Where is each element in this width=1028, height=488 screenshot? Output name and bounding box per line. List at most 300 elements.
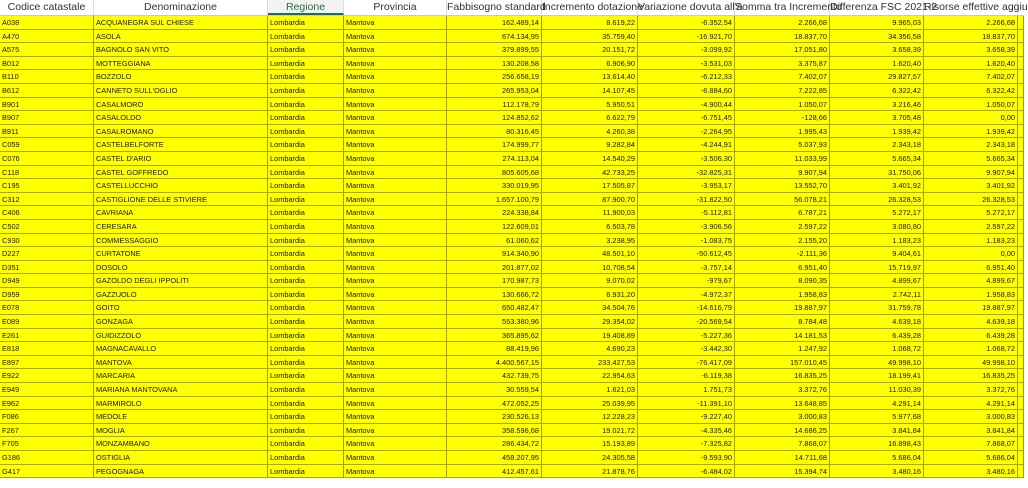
table-cell[interactable]: 5.272,17 [830,206,924,220]
table-cell[interactable]: 432.739,75 [447,369,542,383]
table-cell[interactable]: 9.965,03 [830,16,924,30]
table-cell[interactable]: -3.757,14 [638,261,735,275]
table-cell[interactable]: 14.686,25 [735,424,830,438]
table-cell[interactable]: 31.759,78 [830,301,924,315]
table-cell[interactable]: 7.868,07 [735,437,830,451]
table-cell[interactable]: 2.155,20 [735,234,830,248]
table-cell[interactable]: 17.051,80 [735,43,830,57]
column-header[interactable]: Risorse effettive aggiu [924,1,1028,13]
table-cell-empty[interactable] [1018,315,1024,329]
table-cell-empty[interactable] [1018,437,1024,451]
table-cell[interactable]: 1.621,03 [542,383,638,397]
table-cell[interactable]: D227 [0,247,94,261]
table-cell[interactable]: 9.404,61 [830,247,924,261]
table-cell[interactable]: Mantova [344,315,447,329]
table-cell[interactable]: 674.134,95 [447,30,542,44]
table-cell[interactable]: 1.958,83 [924,288,1018,302]
table-cell[interactable]: 10.708,54 [542,261,638,275]
table-cell[interactable]: 8.619,22 [542,16,638,30]
table-cell[interactable]: 11.030,39 [830,383,924,397]
table-cell-empty[interactable] [1018,247,1024,261]
column-header[interactable]: Incremento dotazione [542,1,643,13]
table-cell[interactable]: Lombardia [268,342,344,356]
table-cell[interactable]: A575 [0,43,94,57]
table-cell[interactable]: GAZOLDO DEGLI IPPOLITI [94,274,268,288]
table-cell[interactable]: MARCARIA [94,369,268,383]
table-cell[interactable]: 124.852,62 [447,111,542,125]
table-cell[interactable]: Lombardia [268,329,344,343]
table-cell[interactable]: 1.939,42 [924,125,1018,139]
table-cell[interactable]: B612 [0,84,94,98]
column-header[interactable]: Somma tra Incremento [735,1,842,13]
table-cell-empty[interactable] [1018,57,1024,71]
table-cell[interactable]: -6.751,45 [638,111,735,125]
table-cell[interactable]: Lombardia [268,397,344,411]
table-cell[interactable]: 3.375,87 [735,57,830,71]
table-cell[interactable]: 4.260,38 [542,125,638,139]
table-cell[interactable]: Mantova [344,437,447,451]
table-cell[interactable]: 4.639,18 [830,315,924,329]
table-cell[interactable]: 7.402,07 [735,70,830,84]
table-cell-empty[interactable] [1018,451,1024,465]
table-cell[interactable]: Mantova [344,424,447,438]
table-cell[interactable]: 3.658,39 [924,43,1018,57]
table-cell-empty[interactable] [1018,410,1024,424]
table-cell[interactable]: B907 [0,111,94,125]
table-cell[interactable]: 472.052,25 [447,397,542,411]
table-cell[interactable]: 3.841,84 [924,424,1018,438]
table-cell[interactable]: 230.526,13 [447,410,542,424]
table-cell[interactable]: 1.939,42 [830,125,924,139]
table-cell-empty[interactable] [1018,111,1024,125]
table-cell[interactable]: E922 [0,369,94,383]
table-cell[interactable]: Mantova [344,329,447,343]
table-cell[interactable]: MARIANA MANTOVANA [94,383,268,397]
table-cell[interactable]: Lombardia [268,84,344,98]
table-cell[interactable]: -1.083,75 [638,234,735,248]
table-cell[interactable]: Mantova [344,193,447,207]
table-cell[interactable]: COMMESSAGGIO [94,234,268,248]
table-cell[interactable]: 6.787,21 [735,206,830,220]
table-cell[interactable]: 88.419,96 [447,342,542,356]
table-cell[interactable]: MOTTEGGIANA [94,57,268,71]
table-cell-empty[interactable] [1018,465,1024,479]
table-cell[interactable]: -6.352,54 [638,16,735,30]
table-cell[interactable]: 201.877,02 [447,261,542,275]
table-cell[interactable]: -6.119,38 [638,369,735,383]
table-cell-empty[interactable] [1018,220,1024,234]
table-cell[interactable]: CASTELLUCCHIO [94,179,268,193]
table-cell[interactable]: CASTELBELFORTE [94,138,268,152]
table-cell-empty[interactable] [1018,152,1024,166]
table-cell[interactable]: Lombardia [268,111,344,125]
table-cell[interactable]: 30.559,54 [447,383,542,397]
table-cell[interactable]: Mantova [344,16,447,30]
table-cell[interactable]: Lombardia [268,315,344,329]
table-cell[interactable]: C406 [0,206,94,220]
table-cell[interactable]: Lombardia [268,465,344,479]
table-cell[interactable]: 224.338,84 [447,206,542,220]
table-cell[interactable]: G417 [0,465,94,479]
table-cell[interactable]: C930 [0,234,94,248]
table-cell[interactable]: 130.208,58 [447,57,542,71]
table-cell-empty[interactable] [1018,30,1024,44]
table-cell[interactable]: 1.620,40 [924,57,1018,71]
table-cell[interactable]: Mantova [344,179,447,193]
table-cell[interactable]: 5.665,34 [924,152,1018,166]
table-cell[interactable]: Lombardia [268,247,344,261]
column-header[interactable]: Provincia [344,0,447,15]
table-cell-empty[interactable] [1018,16,1024,30]
table-cell[interactable]: 26.328,53 [830,193,924,207]
table-cell[interactable]: 31.750,06 [830,166,924,180]
table-cell[interactable]: CASTEL GOFFREDO [94,166,268,180]
table-cell[interactable]: 458.207,95 [447,451,542,465]
table-cell[interactable]: CAVRIANA [94,206,268,220]
table-cell[interactable]: 174.999,77 [447,138,542,152]
table-cell[interactable]: 1.247,92 [735,342,830,356]
table-cell[interactable]: 48.501,10 [542,247,638,261]
table-cell[interactable]: -3.506,30 [638,152,735,166]
table-cell[interactable]: 4.291,14 [830,397,924,411]
table-cell[interactable]: 3.658,39 [830,43,924,57]
table-cell[interactable]: 17.505,87 [542,179,638,193]
table-cell-empty[interactable] [1018,301,1024,315]
table-cell[interactable]: Mantova [344,220,447,234]
table-cell[interactable]: 157.010,45 [735,356,830,370]
table-cell[interactable]: 14.107,45 [542,84,638,98]
table-cell[interactable]: 2.343,18 [830,138,924,152]
table-cell[interactable]: 14.540,29 [542,152,638,166]
table-cell[interactable]: CASTIGLIONE DELLE STIVIERE [94,193,268,207]
table-cell[interactable]: 29.354,02 [542,315,638,329]
table-cell[interactable]: Mantova [344,342,447,356]
table-cell[interactable]: 19.887,97 [924,301,1018,315]
table-cell[interactable]: Mantova [344,301,447,315]
table-cell[interactable]: Lombardia [268,179,344,193]
table-cell[interactable]: D351 [0,261,94,275]
table-cell[interactable]: 15.394,74 [735,465,830,479]
table-cell[interactable]: Lombardia [268,437,344,451]
table-cell[interactable]: E949 [0,383,94,397]
table-cell-empty[interactable] [1018,329,1024,343]
column-header[interactable]: Codice catastale [0,0,94,15]
table-cell[interactable]: CASALOLDO [94,111,268,125]
table-cell[interactable]: Mantova [344,274,447,288]
table-cell[interactable]: -31.822,50 [638,193,735,207]
table-cell[interactable]: 21.878,76 [542,465,638,479]
table-cell[interactable]: Mantova [344,234,447,248]
table-cell[interactable]: -4.972,37 [638,288,735,302]
table-cell[interactable]: Mantova [344,356,447,370]
table-cell[interactable]: BOZZOLO [94,70,268,84]
table-cell[interactable]: Lombardia [268,301,344,315]
table-cell[interactable]: 286.434,72 [447,437,542,451]
table-cell[interactable]: -3.531,03 [638,57,735,71]
table-cell-empty[interactable] [1018,383,1024,397]
table-cell[interactable]: F267 [0,424,94,438]
table-cell[interactable]: C059 [0,138,94,152]
table-cell[interactable]: -11.391,10 [638,397,735,411]
table-cell[interactable]: MONZAMBANO [94,437,268,451]
table-cell[interactable]: CURTATONE [94,247,268,261]
table-cell[interactable]: 9.070,02 [542,274,638,288]
table-cell[interactable]: 650.482,47 [447,301,542,315]
table-cell[interactable]: 5.686,04 [830,451,924,465]
table-cell[interactable]: 34.356,58 [830,30,924,44]
table-cell[interactable]: 1.657.100,79 [447,193,542,207]
table-cell[interactable]: 11.900,03 [542,206,638,220]
table-cell[interactable]: C118 [0,166,94,180]
table-cell[interactable]: Lombardia [268,369,344,383]
table-cell[interactable]: 9.282,84 [542,138,638,152]
table-cell[interactable]: GUIDIZZOLO [94,329,268,343]
table-cell[interactable]: Mantova [344,247,447,261]
table-cell[interactable]: Lombardia [268,288,344,302]
table-cell[interactable]: 2.597,22 [924,220,1018,234]
table-cell[interactable]: 6.622,79 [542,111,638,125]
table-cell[interactable]: 22.954,63 [542,369,638,383]
table-cell[interactable]: 18.837,70 [735,30,830,44]
table-cell-empty[interactable] [1018,288,1024,302]
table-cell[interactable]: 49.998,10 [830,356,924,370]
table-cell[interactable]: 8.784,48 [735,315,830,329]
table-cell[interactable]: 265.953,04 [447,84,542,98]
table-cell[interactable]: 3.080,80 [830,220,924,234]
table-cell[interactable]: 11.033,99 [735,152,830,166]
table-cell[interactable]: 20.151,72 [542,43,638,57]
table-cell[interactable]: E962 [0,397,94,411]
table-cell[interactable]: Lombardia [268,274,344,288]
table-cell[interactable]: 8.090,35 [735,274,830,288]
table-cell[interactable]: C312 [0,193,94,207]
table-cell[interactable]: 2.597,22 [735,220,830,234]
table-cell-empty[interactable] [1018,234,1024,248]
column-header[interactable]: Denominazione [94,0,268,15]
table-cell[interactable]: -32.825,31 [638,166,735,180]
table-cell[interactable]: 3.216,46 [830,98,924,112]
table-cell[interactable]: 18.199,41 [830,369,924,383]
table-cell[interactable]: BAGNOLO SAN VITO [94,43,268,57]
table-cell[interactable]: 2.343,18 [924,138,1018,152]
table-cell[interactable]: A038 [0,16,94,30]
table-cell[interactable]: D959 [0,288,94,302]
table-cell[interactable]: CANNETO SULL'OGLIO [94,84,268,98]
table-cell[interactable]: 170.987,73 [447,274,542,288]
table-cell[interactable]: OSTIGLIA [94,451,268,465]
table-cell[interactable]: Mantova [344,70,447,84]
table-cell[interactable]: 233.427,53 [542,356,638,370]
table-cell[interactable]: -16.921,70 [638,30,735,44]
table-cell[interactable]: CASALMORO [94,98,268,112]
table-cell[interactable]: 15.719,97 [830,261,924,275]
table-cell[interactable]: F086 [0,410,94,424]
table-cell[interactable]: 6.906,90 [542,57,638,71]
table-cell[interactable]: 19.021,72 [542,424,638,438]
table-cell[interactable]: Mantova [344,397,447,411]
table-cell[interactable]: -3.442,30 [638,342,735,356]
table-cell[interactable]: E897 [0,356,94,370]
table-cell[interactable]: Mantova [344,125,447,139]
table-cell[interactable]: 19.887,97 [735,301,830,315]
table-cell[interactable]: -128,66 [735,111,830,125]
table-cell[interactable]: -3.906,56 [638,220,735,234]
table-cell[interactable]: 379.899,55 [447,43,542,57]
table-cell[interactable]: GONZAGA [94,315,268,329]
table-cell[interactable]: -7.325,82 [638,437,735,451]
table-cell[interactable]: CASALROMANO [94,125,268,139]
table-cell-empty[interactable] [1018,166,1024,180]
table-cell[interactable]: B901 [0,98,94,112]
table-cell[interactable]: 0,00 [924,111,1018,125]
table-cell[interactable]: 5.977,68 [830,410,924,424]
table-cell[interactable]: -4.900,44 [638,98,735,112]
table-cell[interactable]: 3.372,76 [924,383,1018,397]
table-cell[interactable]: Lombardia [268,383,344,397]
table-cell-empty[interactable] [1018,261,1024,275]
table-cell[interactable]: C076 [0,152,94,166]
table-cell[interactable]: 2.266,68 [735,16,830,30]
table-cell[interactable]: 3.238,95 [542,234,638,248]
table-cell[interactable]: Mantova [344,410,447,424]
table-cell[interactable]: 13.552,70 [735,179,830,193]
table-cell[interactable]: 80.316,45 [447,125,542,139]
table-cell[interactable]: 14.711,68 [735,451,830,465]
table-cell[interactable]: 5.037,93 [735,138,830,152]
table-cell[interactable]: 24.305,58 [542,451,638,465]
table-cell-empty[interactable] [1018,98,1024,112]
table-cell[interactable]: Lombardia [268,193,344,207]
table-cell[interactable]: CASTEL D'ARIO [94,152,268,166]
table-cell[interactable]: 1.183,23 [924,234,1018,248]
table-cell[interactable]: 274.113,04 [447,152,542,166]
table-cell-empty[interactable] [1018,125,1024,139]
table-cell[interactable]: Lombardia [268,57,344,71]
table-cell[interactable]: Lombardia [268,234,344,248]
table-cell-empty[interactable] [1018,206,1024,220]
table-cell[interactable]: -2.264,95 [638,125,735,139]
table-cell[interactable]: Mantova [344,111,447,125]
table-cell-empty[interactable] [1018,369,1024,383]
table-cell[interactable]: 1.958,83 [735,288,830,302]
table-cell[interactable]: 3.841,84 [830,424,924,438]
table-cell[interactable]: B110 [0,70,94,84]
table-cell[interactable]: D949 [0,274,94,288]
table-cell[interactable]: Lombardia [268,410,344,424]
table-cell[interactable]: 16.835,25 [924,369,1018,383]
table-cell[interactable]: 6.439,28 [830,329,924,343]
table-cell[interactable]: 122.609,01 [447,220,542,234]
table-cell[interactable]: MARMIROLO [94,397,268,411]
table-cell[interactable]: Lombardia [268,220,344,234]
table-cell[interactable]: 7.402,07 [924,70,1018,84]
table-cell[interactable]: -9.593,90 [638,451,735,465]
column-header[interactable]: Fabbisogno standard [447,1,546,13]
table-cell[interactable]: GOITO [94,301,268,315]
table-cell[interactable]: 4.291,14 [924,397,1018,411]
table-cell[interactable]: Mantova [344,465,447,479]
table-cell[interactable]: Mantova [344,98,447,112]
table-cell[interactable]: 61.060,62 [447,234,542,248]
table-cell[interactable]: -14.616,79 [638,301,735,315]
table-cell[interactable]: 16.835,25 [735,369,830,383]
table-cell[interactable]: -2.111,36 [735,247,830,261]
table-cell[interactable]: ASOLA [94,30,268,44]
table-cell[interactable]: 553.380,96 [447,315,542,329]
table-cell[interactable]: 18.837,70 [924,30,1018,44]
table-cell-empty[interactable] [1018,193,1024,207]
table-cell[interactable]: -20.569,54 [638,315,735,329]
table-cell[interactable]: E818 [0,342,94,356]
table-cell[interactable]: Mantova [344,383,447,397]
table-cell[interactable]: MANTOVA [94,356,268,370]
table-cell[interactable]: 6.322,42 [924,84,1018,98]
table-cell[interactable]: 5.686,04 [924,451,1018,465]
table-cell[interactable]: Mantova [344,288,447,302]
table-cell[interactable]: 12.228,23 [542,410,638,424]
table-cell[interactable]: Lombardia [268,424,344,438]
table-cell[interactable]: -76.417,09 [638,356,735,370]
table-cell[interactable]: 1.050,07 [924,98,1018,112]
table-cell[interactable]: 6.322,42 [830,84,924,98]
table-cell[interactable]: 4.400.567,15 [447,356,542,370]
table-cell[interactable]: B911 [0,125,94,139]
table-cell[interactable]: Mantova [344,43,447,57]
table-cell-empty[interactable] [1018,274,1024,288]
table-cell[interactable]: Mantova [344,206,447,220]
table-cell-empty[interactable] [1018,342,1024,356]
table-cell[interactable]: -3.099,92 [638,43,735,57]
table-cell[interactable]: 7.868,07 [924,437,1018,451]
table-cell[interactable]: 358.596,68 [447,424,542,438]
table-cell[interactable]: -979,67 [638,274,735,288]
table-cell[interactable]: E261 [0,329,94,343]
table-cell[interactable]: Lombardia [268,152,344,166]
table-cell-empty[interactable] [1018,356,1024,370]
table-cell-empty[interactable] [1018,424,1024,438]
table-cell[interactable]: MEDOLE [94,410,268,424]
table-cell[interactable]: GAZZUOLO [94,288,268,302]
table-cell[interactable]: Mantova [344,369,447,383]
table-cell[interactable]: 365.895,62 [447,329,542,343]
table-cell[interactable]: Lombardia [268,30,344,44]
table-cell[interactable]: 162.489,14 [447,16,542,30]
table-cell[interactable]: Mantova [344,261,447,275]
table-cell[interactable]: 5.272,17 [924,206,1018,220]
table-cell-empty[interactable] [1018,43,1024,57]
table-cell[interactable]: 914.340,90 [447,247,542,261]
table-cell[interactable]: 6.951,40 [924,261,1018,275]
table-cell[interactable]: 3.372,76 [735,383,830,397]
table-cell[interactable]: Mantova [344,84,447,98]
table-cell[interactable]: 6.503,78 [542,220,638,234]
table-cell[interactable]: MOGLIA [94,424,268,438]
table-cell[interactable]: -3.953,17 [638,179,735,193]
table-cell[interactable]: 5.665,34 [830,152,924,166]
table-cell[interactable]: Lombardia [268,261,344,275]
table-cell[interactable]: Lombardia [268,451,344,465]
table-cell[interactable]: 5.950,51 [542,98,638,112]
table-cell[interactable]: 256.658,19 [447,70,542,84]
table-cell[interactable]: 14.181,53 [735,329,830,343]
table-cell[interactable]: 3.480,16 [924,465,1018,479]
table-cell[interactable]: 1.068,72 [830,342,924,356]
table-cell[interactable]: 3.000,83 [735,410,830,424]
table-cell[interactable]: 25.039,95 [542,397,638,411]
table-cell-empty[interactable] [1018,179,1024,193]
table-cell[interactable]: 4.899,67 [830,274,924,288]
table-cell[interactable]: 9.907,94 [924,166,1018,180]
